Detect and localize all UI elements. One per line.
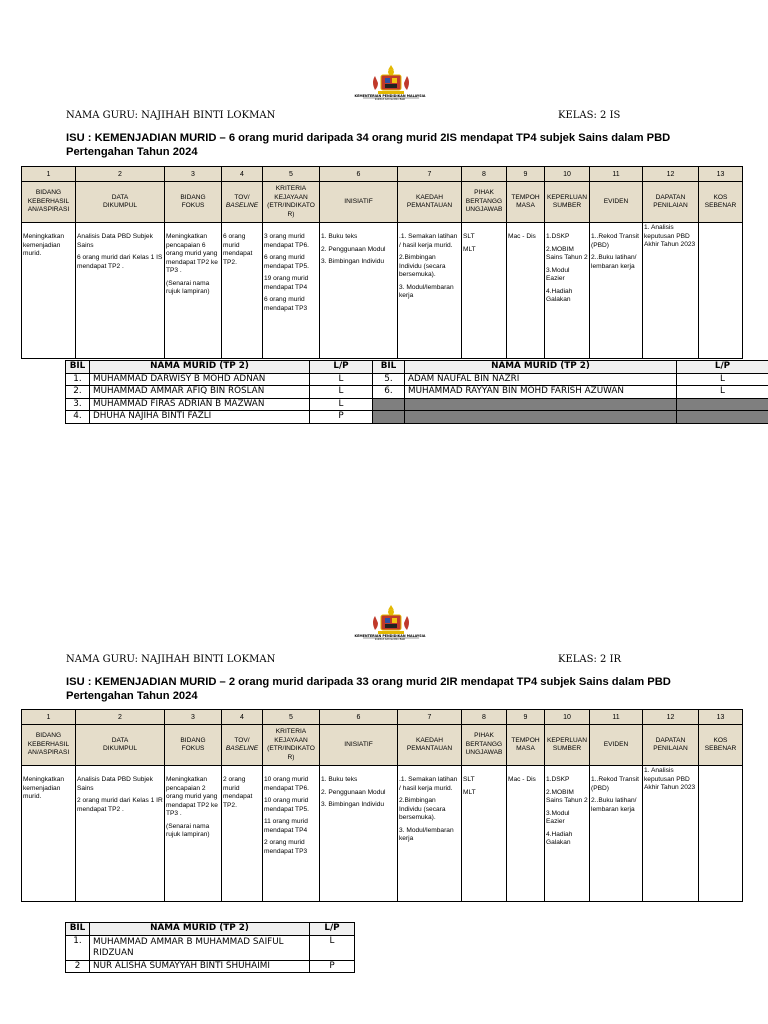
- header-bil: BIL: [373, 361, 405, 374]
- student-gender: L: [310, 386, 373, 399]
- ministry-text: KEMENTERIAN PENDIDIKAN MALAYSIA Institut Aminuddin Baki: [354, 634, 426, 641]
- student-header-row: [66, 923, 355, 936]
- header-lp: L/P: [310, 923, 355, 936]
- header-dapatan: DAPATAN PENILAIAN: [643, 182, 699, 223]
- cell-keperluan: 1.DSKP 2.MOBIM Sains Tahun 2 3.Modul Eazier 4.Hadiah Galakan: [545, 223, 590, 359]
- table-row: [66, 373, 768, 386]
- header-inisiatif: INISIATIF: [320, 725, 398, 766]
- action-plan-table: [21, 166, 743, 359]
- cell-eviden: 1..Rekod Transit (PBD) 2..Buku latihan/ lembaran kerja: [590, 766, 643, 902]
- student-name: MUHAMMAD AMMAR B MUHAMMAD SAIFUL RIDZUAN: [90, 935, 310, 960]
- student-gender: L: [310, 935, 355, 960]
- col-num: 2: [76, 710, 165, 725]
- student-name: MUHAMMAD DARWISY B MOHD ADNAN: [90, 373, 310, 386]
- header-pihak: PIHAK BERTANGG UNGJAWAB: [462, 725, 507, 766]
- col-num: 11: [590, 710, 643, 725]
- cell-inisiatif: 1. Buku teks 2. Penggunaan Modul 3. Bimbingan Individu: [320, 223, 398, 359]
- col-num: 8: [462, 710, 507, 725]
- header-data-dikumpul: DATA DIKUMPUL: [76, 725, 165, 766]
- header-lp: L/P: [310, 361, 373, 374]
- empty-cell: [677, 398, 768, 411]
- teacher-name: NAMA GURU: NAJIHAH BINTI LOKMAN: [66, 654, 276, 665]
- header-keperluan: KEPERLUAN SUMBER: [545, 725, 590, 766]
- col-num: 2: [76, 167, 165, 182]
- col-num: 1: [22, 710, 76, 725]
- header-kriteria: KRITERIA KEJAYAAN (ETR/INDIKATO R): [263, 182, 320, 223]
- header-pihak: PIHAK BERTANGG UNGJAWAB: [462, 182, 507, 223]
- cell-dapatan: 1. Analisis keputusan PBD Akhir Tahun 2023: [643, 223, 699, 359]
- col-num: 5: [263, 710, 320, 725]
- header-kos: KOS SEBENAR: [699, 725, 743, 766]
- col-num: 7: [398, 710, 462, 725]
- student-list-table: [65, 922, 355, 973]
- empty-cell: [677, 411, 768, 424]
- empty-cell: [373, 411, 405, 424]
- col-num: 9: [507, 710, 545, 725]
- student-name: MUHAMMAD RAYYAN BIN MOHD FARISH AZUWAN: [405, 386, 677, 399]
- cell-data-dikumpul: Analisis Data PBD Subjek Sains 2 orang murid dari Kelas 1 IR mendapat TP2 .: [76, 766, 165, 902]
- cell-kos: [699, 766, 743, 902]
- col-num: 3: [165, 710, 222, 725]
- header-kaedah: KAEDAH PEMANTAUAN: [398, 182, 462, 223]
- issue-statement: ISU : KEMENJADIAN MURID – 6 orang murid daripada 34 orang murid 2IS mendapat TP4 subjek Sains dalam PBD Pertengahan Tahun 2024: [66, 132, 671, 158]
- col-num: 4: [222, 710, 263, 725]
- empty-cell: [405, 411, 677, 424]
- col-num: 4: [222, 167, 263, 182]
- student-gender: L: [310, 398, 373, 411]
- col-num: 7: [398, 167, 462, 182]
- student-bil: 2: [66, 960, 90, 973]
- header-bidang-keberhasilan: BIDANG KEBERHASIL AN/ASPIRASI: [22, 725, 76, 766]
- header-lp: L/P: [677, 361, 768, 374]
- header-bil: BIL: [66, 923, 90, 936]
- col-num: 13: [699, 167, 743, 182]
- plan-row: [22, 223, 743, 359]
- table-row: [66, 411, 768, 424]
- table-row: [66, 386, 768, 399]
- col-num: 10: [545, 710, 590, 725]
- col-num: 13: [699, 710, 743, 725]
- student-gender: P: [310, 960, 355, 973]
- col-num: 6: [320, 710, 398, 725]
- cell-tempoh: Mac - Dis: [507, 223, 545, 359]
- cell-tov: 2 orang murid mendapat TP2.: [222, 766, 263, 902]
- plan-row: [22, 766, 743, 902]
- student-list-table: [65, 360, 768, 424]
- col-num: 1: [22, 167, 76, 182]
- student-bil: 4.: [66, 411, 90, 424]
- action-plan-table: [21, 709, 743, 902]
- col-num: 11: [590, 167, 643, 182]
- header-eviden: EVIDEN: [590, 725, 643, 766]
- col-num: 6: [320, 167, 398, 182]
- cell-bidang-fokus: Meningkatkan pencapaian 2 orang murid yang mendapat TP2 ke TP3 . (Senarai nama rujuk lampiran): [165, 766, 222, 902]
- cell-pihak: SLT MLT: [462, 766, 507, 902]
- student-bil: 3.: [66, 398, 90, 411]
- table-row: [66, 960, 355, 973]
- header-inisiatif: INISIATIF: [320, 182, 398, 223]
- header-kriteria: KRITERIA KEJAYAAN (ETR/INDIKATO R): [263, 725, 320, 766]
- header-tempoh: TEMPOH MASA: [507, 725, 545, 766]
- class-label: KELAS: 2 IS: [558, 110, 621, 121]
- student-name: MUHAMMAD FIRAS ADRIAN B MAZWAN: [90, 398, 310, 411]
- header-tov: TOV/ BASELINE: [222, 725, 263, 766]
- header-keperluan: KEPERLUAN SUMBER: [545, 182, 590, 223]
- teacher-name: NAMA GURU: NAJIHAH BINTI LOKMAN: [66, 110, 276, 121]
- column-number-row: [22, 167, 743, 182]
- empty-cell: [373, 398, 405, 411]
- issue-statement: ISU : KEMENJADIAN MURID – 2 orang murid daripada 33 orang murid 2IR mendapat TP4 subjek Sains dalam PBD Pertengahan Tahun 2024: [66, 676, 671, 702]
- cell-kriteria: 10 orang murid mendapat TP6. 10 orang murid mendapat TP5. 11 orang murid mendapat TP4 2 orang murid mendapat TP3: [263, 766, 320, 902]
- col-num: 12: [643, 710, 699, 725]
- header-bil: BIL: [66, 361, 90, 374]
- class-label: KELAS: 2 IR: [558, 654, 622, 665]
- header-row: [22, 725, 743, 766]
- cell-kaedah: .1. Semakan latihan / hasil kerja murid. 2.Bimbingan Individu (secara bersemuka). 3. Modul/lembaran kerja: [398, 223, 462, 359]
- empty-cell: [405, 398, 677, 411]
- header-row: [22, 182, 743, 223]
- col-num: 3: [165, 167, 222, 182]
- header-nama: NAMA MURID (TP 2): [405, 361, 677, 374]
- student-name: ADAM NAUFAL BIN NAZRI: [405, 373, 677, 386]
- ministry-text: KEMENTERIAN PENDIDIKAN MALAYSIA Institut Aminuddin Baki: [354, 94, 426, 101]
- header-tov: TOV/ BASELINE: [222, 182, 263, 223]
- header-nama: NAMA MURID (TP 2): [90, 923, 310, 936]
- student-bil: 5.: [373, 373, 405, 386]
- col-num: 5: [263, 167, 320, 182]
- col-num: 12: [643, 167, 699, 182]
- col-num: 10: [545, 167, 590, 182]
- cell-data-dikumpul: Analisis Data PBD Subjek Sains 6 orang murid dari Kelas 1 IS mendapat TP2 .: [76, 223, 165, 359]
- cell-bidang-keberhasilan: Meningkatkan kemenjadian murid.: [22, 223, 76, 359]
- student-name: NUR ALISHA SUMAYYAH BINTI SHUHAIMI: [90, 960, 310, 973]
- student-gender: L: [677, 386, 768, 399]
- cell-inisiatif: 1. Buku teks 2. Penggunaan Modul 3. Bimbingan Individu: [320, 766, 398, 902]
- student-name: DHUHA NAJIHA BINTI FAZLI: [90, 411, 310, 424]
- table-row: [66, 398, 768, 411]
- header-nama: NAMA MURID (TP 2): [90, 361, 310, 374]
- header-eviden: EVIDEN: [590, 182, 643, 223]
- student-bil: 6.: [373, 386, 405, 399]
- header-bidang-fokus: BIDANG FOKUS: [165, 182, 222, 223]
- cell-keperluan: 1.DSKP 2.MOBIM Sains Tahun 2 3.Modul Eazier 4.Hadiah Galakan: [545, 766, 590, 902]
- table-row: [66, 935, 355, 960]
- cell-pihak: SLT MLT: [462, 223, 507, 359]
- cell-tov: 6 orang murid mendapat TP2.: [222, 223, 263, 359]
- header-data-dikumpul: DATA DIKUMPUL: [76, 182, 165, 223]
- header-dapatan: DAPATAN PENILAIAN: [643, 725, 699, 766]
- cell-kriteria: 3 orang murid mendapat TP6. 6 orang murid mendapat TP5. 19 orang murid mendapat TP4 6 orang murid mendapat TP3: [263, 223, 320, 359]
- cell-kaedah: .1. Semakan latihan / hasil kerja murid. 2.Bimbingan Individu (secara bersemuka). 3. Modul/lembaran kerja: [398, 766, 462, 902]
- col-num: 8: [462, 167, 507, 182]
- cell-kos: [699, 223, 743, 359]
- header-tempoh: TEMPOH MASA: [507, 182, 545, 223]
- cell-bidang-keberhasilan: Meningkatkan kemenjadian murid.: [22, 766, 76, 902]
- student-gender: L: [310, 373, 373, 386]
- cell-bidang-fokus: Meningkatkan pencapaian 6 orang murid yang mendapat TP2 ke TP3 . (Senarai nama rujuk lampiran): [165, 223, 222, 359]
- student-bil: 2.: [66, 386, 90, 399]
- student-bil: 1.: [66, 935, 90, 960]
- col-num: 9: [507, 167, 545, 182]
- column-number-row: [22, 710, 743, 725]
- cell-dapatan: 1. Analisis keputusan PBD Akhir Tahun 2023: [643, 766, 699, 902]
- student-name: MUHAMMAD AMMAR AFIQ BIN ROSLAN: [90, 386, 310, 399]
- header-bidang-keberhasilan: BIDANG KEBERHASIL AN/ASPIRASI: [22, 182, 76, 223]
- student-gender: P: [310, 411, 373, 424]
- student-bil: 1.: [66, 373, 90, 386]
- header-bidang-fokus: BIDANG FOKUS: [165, 725, 222, 766]
- cell-eviden: 1..Rekod Transit (PBD) 2..Buku latihan/ lembaran kerja: [590, 223, 643, 359]
- header-kos: KOS SEBENAR: [699, 182, 743, 223]
- student-gender: L: [677, 373, 768, 386]
- student-header-row: [66, 361, 768, 374]
- header-kaedah: KAEDAH PEMANTAUAN: [398, 725, 462, 766]
- cell-tempoh: Mac - Dis: [507, 766, 545, 902]
